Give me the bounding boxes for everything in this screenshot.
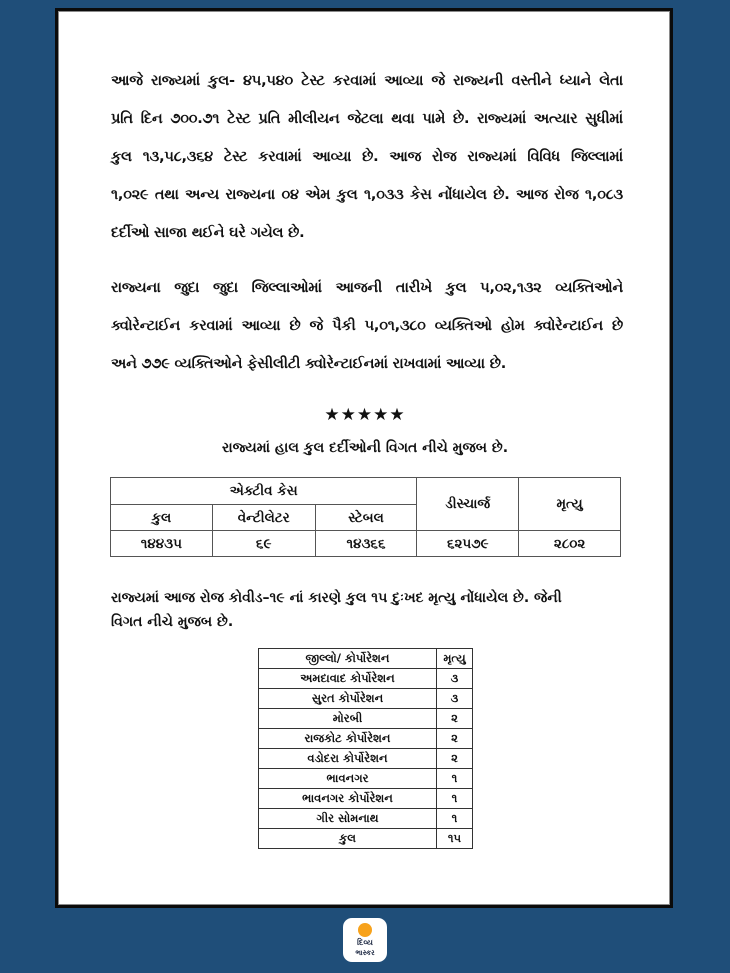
table-row (259, 769, 473, 789)
summary-title: રાજ્યમાં હાલ કુલ દર્દીઓની વિગત નીચે મુજબ છે. (221, 440, 509, 456)
deaths-intro-line: રાજ્યમાં આજ રોજ કોવીડ–૧૯ નાં કારણે કુલ ૧૫ દુઃખદ મૃત્યુ નોંધાયેલ છે. જેની (111, 590, 562, 606)
table-row (259, 729, 473, 749)
paragraph-line: રાજ્યના જુદા જુદા જિલ્લાઓમાં આજની તારીખે કુલ ૫,૦૨,૧૩૨ વ્યક્તિઓને (111, 280, 623, 296)
summary-value-row (111, 531, 621, 557)
total-label: કુલ (259, 829, 437, 849)
paragraph-line: પ્રતિ દિન ૭૦૦.૭૧ ટેસ્ટ પ્રતિ મીલીયન જેટલા થવા પામે છે. રાજ્યમાં અત્યાર સુધીમાં (111, 111, 623, 127)
quarantine-paragraph (111, 269, 623, 383)
death-count-header: મૃત્યુ (437, 649, 473, 669)
district-name: મોરબી (259, 709, 437, 729)
table-row (259, 689, 473, 709)
district-name: ગીર સોમનાથ (259, 809, 437, 829)
table-row (259, 809, 473, 829)
logo-sun-icon (358, 923, 372, 937)
district-name: ભાવનગર (259, 769, 437, 789)
press-release-page (58, 11, 670, 905)
paragraph-line: ૧,૦૨૯ તથા અન્ય રાજ્યના ૦૪ એમ કુલ ૧,૦૩૩ કેસ નોંધાયેલ છે. આજ રોજ ૧,૦૮૩ (111, 187, 623, 203)
deaths-intro (111, 586, 623, 634)
total-row (259, 829, 473, 849)
death-count: ૧ (437, 769, 473, 789)
stable-value: ૧૪૩૬૬ (315, 531, 417, 557)
total-header: કુલ (111, 505, 213, 531)
testing-paragraph (111, 62, 623, 252)
table-row (259, 789, 473, 809)
district-deaths-table (258, 648, 473, 849)
total-active-value: ૧૪૪૩૫ (111, 531, 213, 557)
paragraph-line: ક્વોરેન્ટાઈન કરવામાં આવ્યા છે જે પૈકી ૫,૦૧,૩૮૦ વ્યક્તિઓ હોમ ક્વોરેન્ટાઈન છે (111, 318, 623, 334)
table-row (259, 749, 473, 769)
ventilator-value: ૬૯ (212, 531, 315, 557)
divya-bhaskar-logo (343, 918, 387, 962)
active-cases-header: એક્ટીવ કેસ (111, 478, 417, 505)
death-count: ૨ (437, 729, 473, 749)
paragraph-line: દર્દીઓ સાજા થઈને ઘરે ગયેલ છે. (111, 225, 305, 241)
ventilator-header: વેન્ટીલેટર (212, 505, 315, 531)
deaths-intro-line: વિગત નીચે મુજબ છે. (111, 614, 234, 630)
death-header: મૃત્યુ (519, 478, 621, 531)
discharged-value: ૬૨૫૭૯ (417, 531, 519, 557)
death-count: ૩ (437, 689, 473, 709)
death-count: ૧ (437, 789, 473, 809)
death-count: ૩ (437, 669, 473, 689)
summary-header-row (111, 478, 621, 505)
district-header: જીલ્લો/ કોર્પોરેશન (259, 649, 437, 669)
district-name: રાજકોટ કોર્પોરેશન (259, 729, 437, 749)
deaths-header-row (259, 649, 473, 669)
paragraph-line: અને ૭૭૯ વ્યક્તિઓને ફેસીલીટી ક્વોરેન્ટાઈનમાં રાખવામાં આવ્યા છે. (111, 356, 507, 372)
table-row (259, 669, 473, 689)
death-count: ૨ (437, 709, 473, 729)
district-name: અમદાવાદ કોર્પોરેશન (259, 669, 437, 689)
patient-summary-table (110, 477, 621, 557)
stable-header: સ્ટેબલ (315, 505, 417, 531)
deaths-value: ૨૮૦૨ (519, 531, 621, 557)
total-count: ૧૫ (437, 829, 473, 849)
table-row (259, 709, 473, 729)
district-name: સુરત કોર્પોરેશન (259, 689, 437, 709)
logo-text-line2: ભાસ્કર (355, 949, 375, 957)
logo-text-line1: દિવ્ય (357, 938, 373, 947)
paragraph-line: કુલ ૧૩,૫૮,૩૬૪ ટેસ્ટ કરવામાં આવ્યા છે. આજ રોજ રાજ્યમાં વિવિધ જિલ્લામાં (111, 149, 623, 165)
discharge-header: ડીસ્ચાર્જ (417, 478, 519, 531)
star-separator: ★★★★★ (324, 405, 406, 425)
district-name: વડોદરા કોર્પોરેશન (259, 749, 437, 769)
death-count: ૧ (437, 809, 473, 829)
paragraph-line: આજે રાજ્યમાં કુલ- ૪૫,૫૪૦ ટેસ્ટ કરવામાં આવ્યા જે રાજ્યની વસ્તીને ધ્યાને લેતા (111, 73, 623, 89)
district-name: ભાવનગર કોર્પોરેશન (259, 789, 437, 809)
death-count: ૨ (437, 749, 473, 769)
